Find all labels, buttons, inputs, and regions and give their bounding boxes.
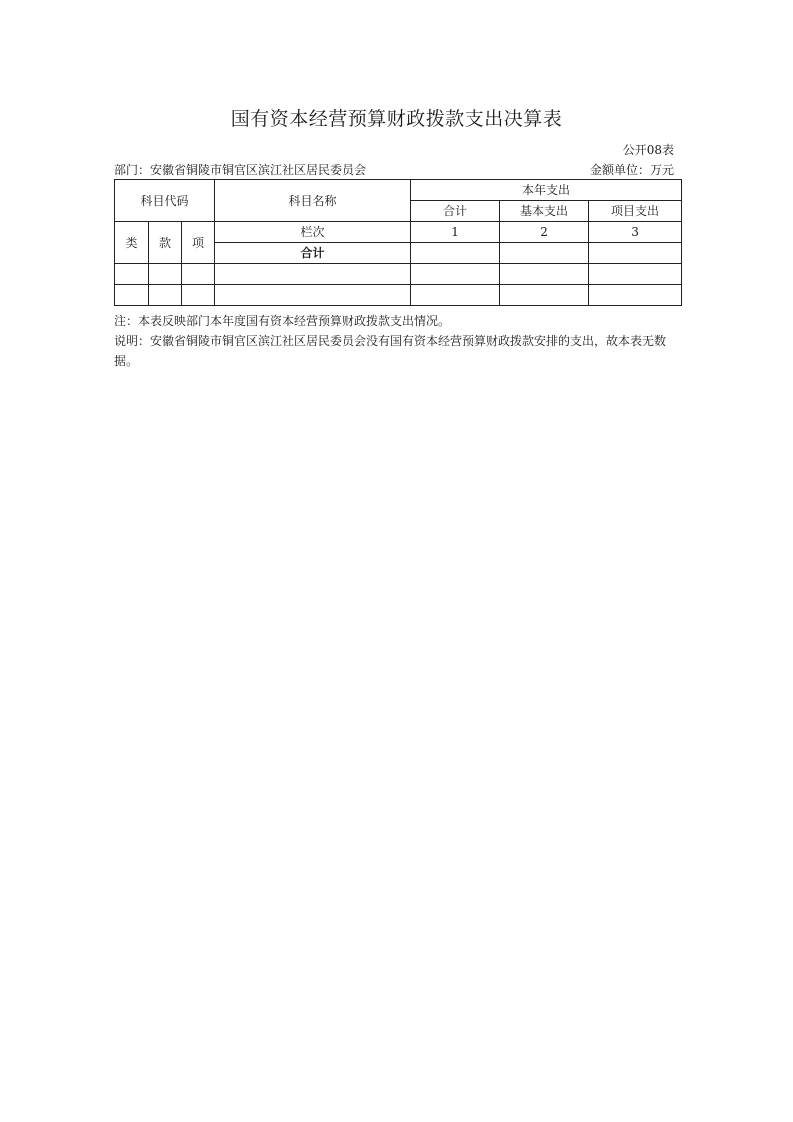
department-label: 部门：安徽省铜陵市铜官区滨江社区居民委员会 bbox=[114, 163, 367, 177]
total-row-project bbox=[589, 243, 682, 264]
column-number-2: 2 bbox=[500, 222, 589, 243]
row-basic bbox=[500, 285, 589, 306]
row-category bbox=[115, 264, 149, 285]
header-current-year-expense: 本年支出 bbox=[411, 180, 682, 201]
row-project bbox=[589, 264, 682, 285]
column-number-3: 3 bbox=[589, 222, 682, 243]
table-row bbox=[115, 285, 682, 306]
row-item bbox=[182, 285, 215, 306]
header-row-1 bbox=[115, 180, 682, 201]
row-basic bbox=[500, 264, 589, 285]
column-number-label: 栏次 bbox=[215, 222, 411, 243]
header-basic-expense: 基本支出 bbox=[500, 201, 589, 222]
row-category bbox=[115, 285, 149, 306]
table-row bbox=[115, 264, 682, 285]
row-total bbox=[411, 264, 500, 285]
row-section bbox=[149, 264, 182, 285]
header-project-expense: 项目支出 bbox=[589, 201, 682, 222]
amount-unit-label: 金额单位：万元 bbox=[589, 163, 674, 177]
total-row-label: 合计 bbox=[215, 243, 411, 264]
row-name bbox=[215, 264, 411, 285]
total-row-total bbox=[411, 243, 500, 264]
row-total bbox=[411, 285, 500, 306]
column-number-1: 1 bbox=[411, 222, 500, 243]
table-note: 注：本表反映部门本年度国有资本经营预算财政拨款支出情况。 bbox=[114, 314, 451, 328]
total-row-basic bbox=[500, 243, 589, 264]
page-title: 国有资本经营预算财政拨款支出决算表 bbox=[230, 108, 563, 130]
row-name bbox=[215, 285, 411, 306]
header-section: 款 bbox=[149, 222, 182, 264]
row-project bbox=[589, 285, 682, 306]
header-subject-code: 科目代码 bbox=[115, 180, 215, 222]
row-section bbox=[149, 285, 182, 306]
expense-table bbox=[114, 179, 682, 306]
table-explanation: 说明：安徽省铜陵市铜官区滨江社区居民委员会没有国有资本经营预算财政拨款安排的支出，故本表无数据。 bbox=[114, 334, 667, 368]
row-item bbox=[182, 264, 215, 285]
header-subject-name: 科目名称 bbox=[215, 180, 411, 222]
form-number: 公开08表 bbox=[622, 143, 674, 157]
header-category: 类 bbox=[115, 222, 149, 264]
column-number-row bbox=[115, 222, 682, 243]
header-item: 项 bbox=[182, 222, 215, 264]
header-total: 合计 bbox=[411, 201, 500, 222]
